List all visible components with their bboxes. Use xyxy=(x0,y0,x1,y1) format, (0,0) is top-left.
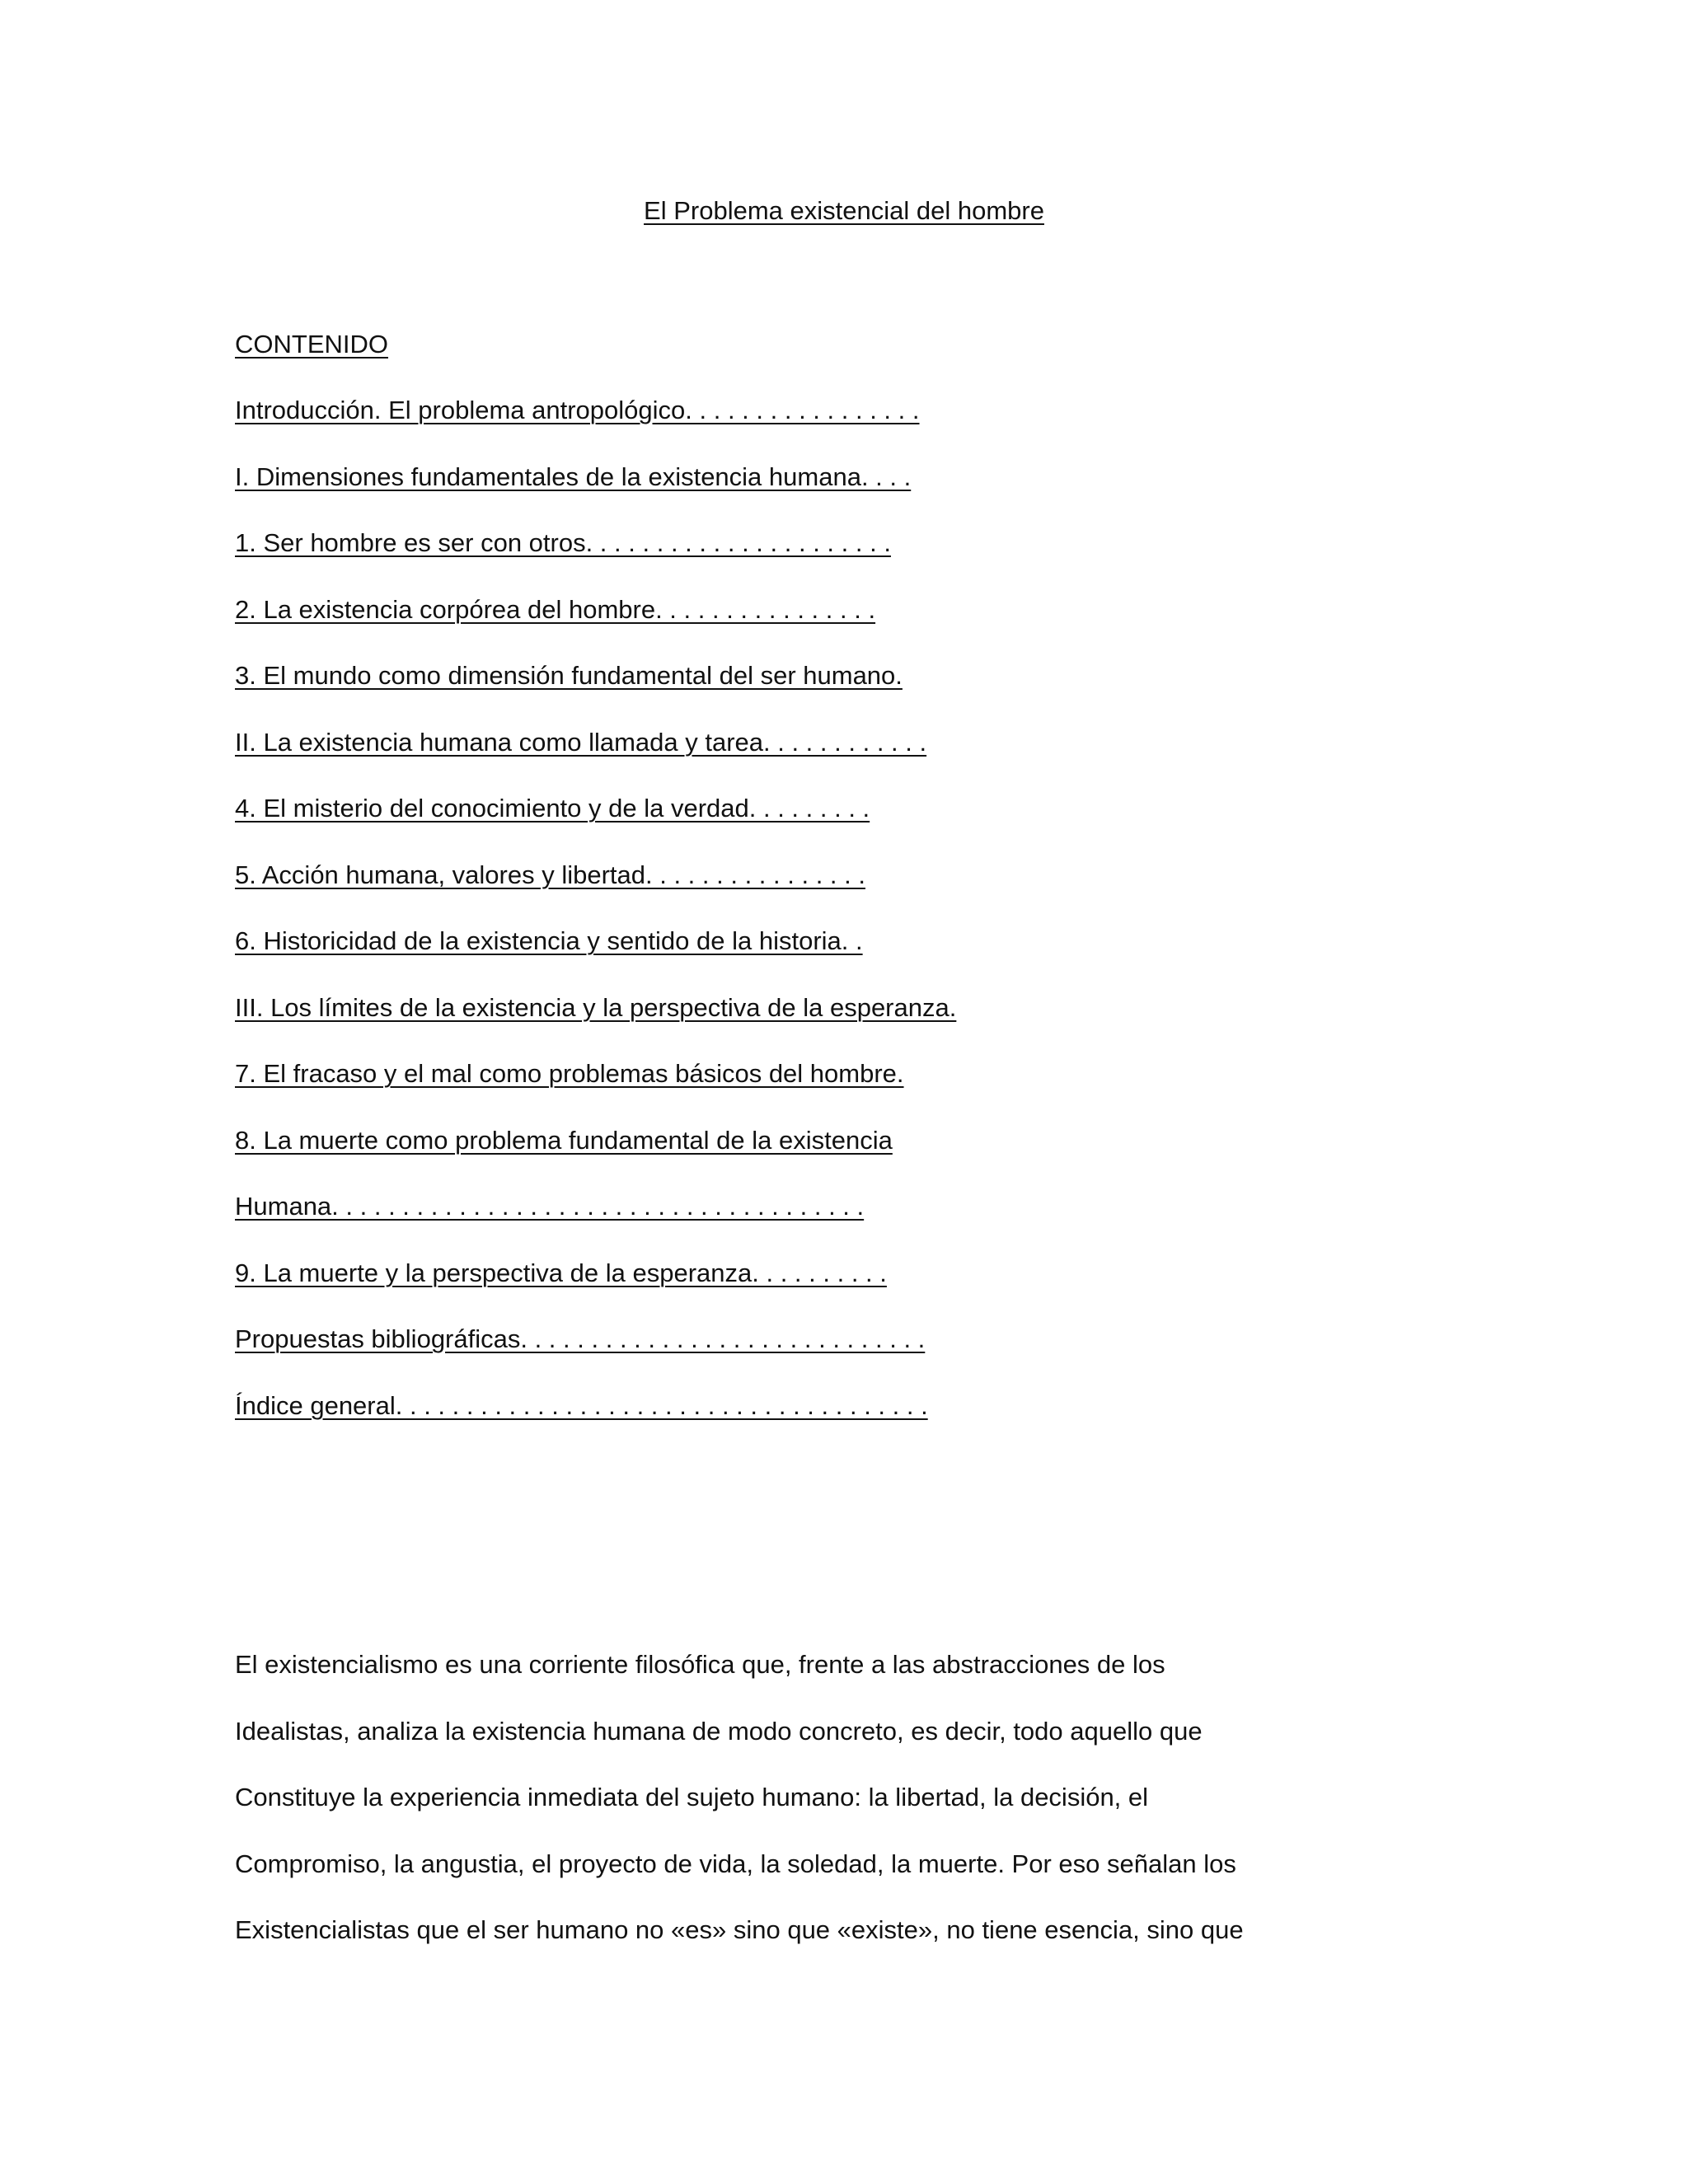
page-title-text: El Problema existencial del hombre xyxy=(644,196,1044,225)
toc-item-chapter-2[interactable] xyxy=(235,592,1471,658)
toc-item-label[interactable]: 6. Historicidad de la existencia y sentido de la historia. . xyxy=(235,926,863,955)
toc-item-chapter-8[interactable] xyxy=(235,1122,1471,1189)
toc-item-chapter-4[interactable] xyxy=(235,790,1471,857)
toc-item-indice-general[interactable] xyxy=(235,1388,1471,1455)
toc-item-label[interactable]: 1. Ser hombre es ser con otros. . . . . . . . . . . . . . . . . . . . . . xyxy=(235,528,891,557)
toc-item-label[interactable]: Propuestas bibliográficas. . . . . . . . . . . . . . . . . . . . . . . . . . . . . xyxy=(235,1324,926,1353)
toc-item-label[interactable]: Humana. . . . . . . . . . . . . . . . . . . . . . . . . . . . . . . . . . . . . . xyxy=(235,1192,865,1221)
toc-item-label[interactable]: II. La existencia humana como llamada y tarea. . . . . . . . . . . . xyxy=(235,727,927,757)
body-paragraph xyxy=(235,1647,1471,1979)
toc-item-label[interactable]: Introducción. El problema antropológico. . . . . . . . . . . . . . . . . xyxy=(235,396,920,424)
toc-item-introduccion[interactable] xyxy=(235,392,1471,459)
toc-item-label[interactable]: III. Los límites de la existencia y la perspectiva de la esperanza. xyxy=(235,992,957,1022)
toc-heading xyxy=(235,326,1471,363)
toc-item-chapter-8-continued[interactable] xyxy=(235,1188,1471,1255)
body-line: Existencialistas que el ser humano no «es» sino que «existe», no tiene esencia, sino que xyxy=(235,1915,1244,1944)
toc-item-part-2[interactable] xyxy=(235,724,1471,791)
toc-item-label[interactable]: 2. La existencia corpórea del hombre. . . . . . . . . . . . . . . . xyxy=(235,594,876,624)
table-of-contents xyxy=(235,326,1471,1454)
toc-heading-text: CONTENIDO xyxy=(235,330,388,359)
toc-item-part-3[interactable] xyxy=(235,990,1471,1057)
body-line: Idealistas, analiza la existencia humana de modo concreto, es decir, todo aquello que xyxy=(235,1716,1203,1746)
body-line: Compromiso, la angustia, el proyecto de vida, la soledad, la muerte. Por eso señalan los xyxy=(235,1849,1236,1878)
toc-item-label[interactable]: 4. El misterio del conocimiento y de la verdad. . . . . . . . . xyxy=(235,794,870,823)
toc-item-bibliografia[interactable] xyxy=(235,1321,1471,1388)
toc-item-label[interactable]: 8. La muerte como problema fundamental de la existencia xyxy=(235,1125,893,1155)
toc-item-label[interactable]: 9. La muerte y la perspectiva de la esperanza. . . . . . . . . . xyxy=(235,1258,887,1287)
toc-item-chapter-7[interactable] xyxy=(235,1056,1471,1122)
toc-item-chapter-9[interactable] xyxy=(235,1255,1471,1322)
toc-item-chapter-6[interactable] xyxy=(235,923,1471,990)
body-line: El existencialismo es una corriente filosófica que, frente a las abstracciones de los xyxy=(235,1650,1165,1679)
toc-item-chapter-5[interactable] xyxy=(235,857,1471,924)
body-line: Constituye la experiencia inmediata del sujeto humano: la libertad, la decisión, el xyxy=(235,1783,1149,1811)
toc-list xyxy=(235,392,1471,1454)
toc-item-label[interactable]: I. Dimensiones fundamentales de la existencia humana. . . . xyxy=(235,462,912,491)
toc-item-label[interactable]: 5. Acción humana, valores y libertad. . . . . . . . . . . . . . . . xyxy=(235,860,865,889)
toc-item-label[interactable]: 7. El fracaso y el mal como problemas básicos del hombre. xyxy=(235,1059,904,1088)
toc-item-chapter-1[interactable] xyxy=(235,525,1471,592)
toc-item-chapter-3[interactable] xyxy=(235,658,1471,724)
toc-item-part-1[interactable] xyxy=(235,459,1471,526)
toc-item-label[interactable]: 3. El mundo como dimensión fundamental del ser humano. xyxy=(235,661,903,690)
toc-item-label[interactable]: Índice general. . . . . . . . . . . . . . . . . . . . . . . . . . . . . . . . . . . . . . xyxy=(235,1390,928,1420)
page-title xyxy=(0,193,1688,229)
